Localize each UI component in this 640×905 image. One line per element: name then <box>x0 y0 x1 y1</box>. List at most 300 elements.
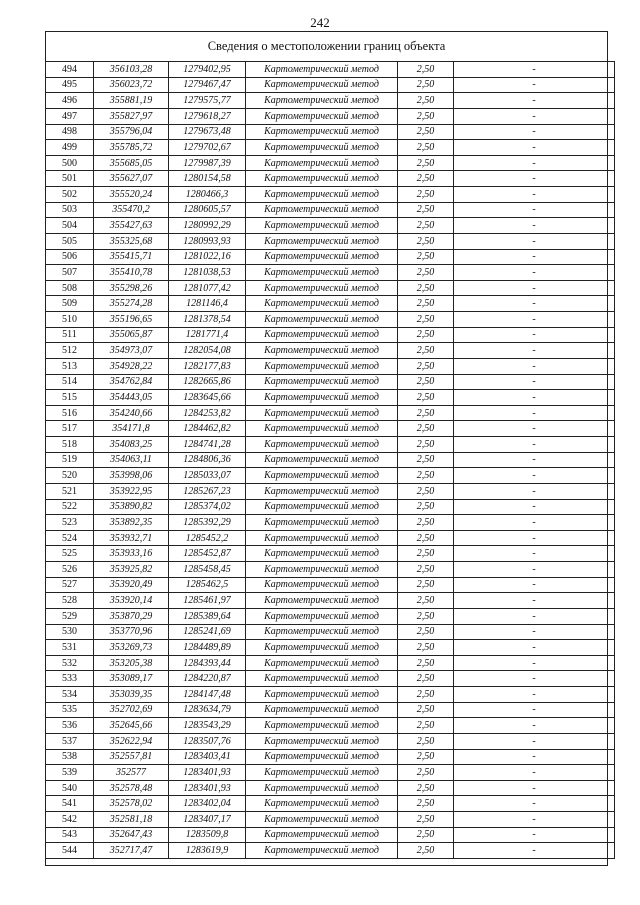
point-number-cell: 508 <box>46 280 94 296</box>
table-row <box>46 702 615 718</box>
note-cell: - <box>454 562 615 578</box>
accuracy-cell: 2,50 <box>398 187 454 203</box>
point-number-cell: 501 <box>46 171 94 187</box>
table-row <box>46 452 615 468</box>
note-cell: - <box>454 312 615 328</box>
method-cell: Картометрический метод <box>246 233 398 249</box>
note-cell: - <box>454 77 615 93</box>
x-coordinate-cell: 353920,49 <box>94 577 169 593</box>
accuracy-cell: 2,50 <box>398 343 454 359</box>
note-cell: - <box>454 374 615 390</box>
x-coordinate-cell: 353205,38 <box>94 655 169 671</box>
x-coordinate-cell: 352578,48 <box>94 780 169 796</box>
accuracy-cell: 2,50 <box>398 733 454 749</box>
table-row <box>46 296 615 312</box>
table-row <box>46 77 615 93</box>
coordinates-table-body <box>46 62 615 859</box>
table-caption: Сведения о местоположении границ объекта <box>207 39 446 53</box>
x-coordinate-cell: 352647,43 <box>94 827 169 843</box>
y-coordinate-cell: 1283619,9 <box>169 843 246 859</box>
y-coordinate-cell: 1283634,79 <box>169 702 246 718</box>
point-number-cell: 520 <box>46 468 94 484</box>
table-row <box>46 546 615 562</box>
note-cell: - <box>454 812 615 828</box>
accuracy-cell: 2,50 <box>398 265 454 281</box>
method-cell: Картометрический метод <box>246 718 398 734</box>
method-cell: Картометрический метод <box>246 171 398 187</box>
table-row <box>46 437 615 453</box>
accuracy-cell: 2,50 <box>398 202 454 218</box>
point-number-cell: 497 <box>46 108 94 124</box>
note-cell: - <box>454 249 615 265</box>
x-coordinate-cell: 355470,2 <box>94 202 169 218</box>
y-coordinate-cell: 1279673,48 <box>169 124 246 140</box>
table-row <box>46 483 615 499</box>
note-cell: - <box>454 62 615 78</box>
accuracy-cell: 2,50 <box>398 702 454 718</box>
x-coordinate-cell: 354171,8 <box>94 421 169 437</box>
y-coordinate-cell: 1284253,82 <box>169 405 246 421</box>
note-cell: - <box>454 671 615 687</box>
accuracy-cell: 2,50 <box>398 452 454 468</box>
x-coordinate-cell: 354443,05 <box>94 390 169 406</box>
table-row <box>46 796 615 812</box>
x-coordinate-cell: 355785,72 <box>94 140 169 156</box>
point-number-cell: 543 <box>46 827 94 843</box>
accuracy-cell: 2,50 <box>398 124 454 140</box>
table-row <box>46 280 615 296</box>
x-coordinate-cell: 355196,65 <box>94 312 169 328</box>
x-coordinate-cell: 353892,35 <box>94 515 169 531</box>
note-cell: - <box>454 124 615 140</box>
y-coordinate-cell: 1281038,53 <box>169 265 246 281</box>
method-cell: Картометрический метод <box>246 77 398 93</box>
x-coordinate-cell: 352578,02 <box>94 796 169 812</box>
point-number-cell: 514 <box>46 374 94 390</box>
table-row <box>46 155 615 171</box>
table-row <box>46 374 615 390</box>
note-cell: - <box>454 640 615 656</box>
method-cell: Картометрический метод <box>246 374 398 390</box>
note-cell: - <box>454 218 615 234</box>
method-cell: Картометрический метод <box>246 593 398 609</box>
accuracy-cell: 2,50 <box>398 155 454 171</box>
y-coordinate-cell: 1285392,29 <box>169 515 246 531</box>
x-coordinate-cell: 353039,35 <box>94 687 169 703</box>
point-number-cell: 521 <box>46 483 94 499</box>
method-cell: Картометрический метод <box>246 655 398 671</box>
y-coordinate-cell: 1284741,28 <box>169 437 246 453</box>
x-coordinate-cell: 352581,18 <box>94 812 169 828</box>
point-number-cell: 495 <box>46 77 94 93</box>
coordinates-table <box>45 61 615 859</box>
point-number-cell: 529 <box>46 608 94 624</box>
point-number-cell: 517 <box>46 421 94 437</box>
point-number-cell: 513 <box>46 358 94 374</box>
note-cell: - <box>454 187 615 203</box>
point-number-cell: 539 <box>46 765 94 781</box>
note-cell: - <box>454 718 615 734</box>
note-cell: - <box>454 405 615 421</box>
method-cell: Картометрический метод <box>246 155 398 171</box>
x-coordinate-cell: 353922,95 <box>94 483 169 499</box>
method-cell: Картометрический метод <box>246 483 398 499</box>
method-cell: Картометрический метод <box>246 624 398 640</box>
accuracy-cell: 2,50 <box>398 437 454 453</box>
point-number-cell: 530 <box>46 624 94 640</box>
x-coordinate-cell: 355627,07 <box>94 171 169 187</box>
point-number-cell: 504 <box>46 218 94 234</box>
y-coordinate-cell: 1285452,2 <box>169 530 246 546</box>
point-number-cell: 515 <box>46 390 94 406</box>
y-coordinate-cell: 1285461,97 <box>169 593 246 609</box>
method-cell: Картометрический метод <box>246 296 398 312</box>
method-cell: Картометрический метод <box>246 187 398 203</box>
point-number-cell: 540 <box>46 780 94 796</box>
method-cell: Картометрический метод <box>246 249 398 265</box>
point-number-cell: 533 <box>46 671 94 687</box>
y-coordinate-cell: 1285241,69 <box>169 624 246 640</box>
x-coordinate-cell: 355427,63 <box>94 218 169 234</box>
note-cell: - <box>454 468 615 484</box>
table-row <box>46 187 615 203</box>
accuracy-cell: 2,50 <box>398 77 454 93</box>
point-number-cell: 537 <box>46 733 94 749</box>
accuracy-cell: 2,50 <box>398 62 454 78</box>
y-coordinate-cell: 1280993,93 <box>169 233 246 249</box>
table-row <box>46 390 615 406</box>
y-coordinate-cell: 1283402,04 <box>169 796 246 812</box>
y-coordinate-cell: 1281022,16 <box>169 249 246 265</box>
method-cell: Картометрический метод <box>246 812 398 828</box>
page-number: 242 <box>310 15 330 30</box>
accuracy-cell: 2,50 <box>398 577 454 593</box>
accuracy-cell: 2,50 <box>398 233 454 249</box>
method-cell: Картометрический метод <box>246 108 398 124</box>
point-number-cell: 499 <box>46 140 94 156</box>
method-cell: Картометрический метод <box>246 702 398 718</box>
y-coordinate-cell: 1282665,86 <box>169 374 246 390</box>
table-row <box>46 421 615 437</box>
accuracy-cell: 2,50 <box>398 405 454 421</box>
y-coordinate-cell: 1284147,48 <box>169 687 246 703</box>
note-cell: - <box>454 202 615 218</box>
point-number-cell: 542 <box>46 812 94 828</box>
note-cell: - <box>454 702 615 718</box>
table-row <box>46 765 615 781</box>
x-coordinate-cell: 353998,06 <box>94 468 169 484</box>
note-cell: - <box>454 780 615 796</box>
accuracy-cell: 2,50 <box>398 546 454 562</box>
y-coordinate-cell: 1281378,54 <box>169 312 246 328</box>
table-row <box>46 733 615 749</box>
table-row <box>46 233 615 249</box>
accuracy-cell: 2,50 <box>398 593 454 609</box>
accuracy-cell: 2,50 <box>398 140 454 156</box>
accuracy-cell: 2,50 <box>398 421 454 437</box>
accuracy-cell: 2,50 <box>398 171 454 187</box>
accuracy-cell: 2,50 <box>398 812 454 828</box>
accuracy-cell: 2,50 <box>398 640 454 656</box>
x-coordinate-cell: 352645,66 <box>94 718 169 734</box>
point-number-cell: 535 <box>46 702 94 718</box>
point-number-cell: 507 <box>46 265 94 281</box>
table-row <box>46 608 615 624</box>
method-cell: Картометрический метод <box>246 343 398 359</box>
method-cell: Картометрический метод <box>246 312 398 328</box>
y-coordinate-cell: 1283407,17 <box>169 812 246 828</box>
x-coordinate-cell: 352557,81 <box>94 749 169 765</box>
method-cell: Картометрический метод <box>246 765 398 781</box>
point-number-cell: 525 <box>46 546 94 562</box>
point-number-cell: 532 <box>46 655 94 671</box>
y-coordinate-cell: 1279987,39 <box>169 155 246 171</box>
x-coordinate-cell: 355410,78 <box>94 265 169 281</box>
note-cell: - <box>454 827 615 843</box>
accuracy-cell: 2,50 <box>398 108 454 124</box>
y-coordinate-cell: 1284393,44 <box>169 655 246 671</box>
note-cell: - <box>454 577 615 593</box>
note-cell: - <box>454 765 615 781</box>
note-cell: - <box>454 843 615 859</box>
note-cell: - <box>454 343 615 359</box>
table-row <box>46 530 615 546</box>
accuracy-cell: 2,50 <box>398 218 454 234</box>
method-cell: Картометрический метод <box>246 280 398 296</box>
table-row <box>46 671 615 687</box>
accuracy-cell: 2,50 <box>398 515 454 531</box>
x-coordinate-cell: 353770,96 <box>94 624 169 640</box>
accuracy-cell: 2,50 <box>398 780 454 796</box>
accuracy-cell: 2,50 <box>398 624 454 640</box>
accuracy-cell: 2,50 <box>398 390 454 406</box>
table-row <box>46 827 615 843</box>
point-number-cell: 516 <box>46 405 94 421</box>
x-coordinate-cell: 353890,82 <box>94 499 169 515</box>
accuracy-cell: 2,50 <box>398 249 454 265</box>
method-cell: Картометрический метод <box>246 577 398 593</box>
y-coordinate-cell: 1283403,41 <box>169 749 246 765</box>
method-cell: Картометрический метод <box>246 796 398 812</box>
note-cell: - <box>454 687 615 703</box>
table-row <box>46 171 615 187</box>
method-cell: Картометрический метод <box>246 608 398 624</box>
note-cell: - <box>454 593 615 609</box>
point-number-cell: 522 <box>46 499 94 515</box>
point-number-cell: 518 <box>46 437 94 453</box>
method-cell: Картометрический метод <box>246 327 398 343</box>
y-coordinate-cell: 1285374,02 <box>169 499 246 515</box>
accuracy-cell: 2,50 <box>398 374 454 390</box>
note-cell: - <box>454 265 615 281</box>
point-number-cell: 531 <box>46 640 94 656</box>
point-number-cell: 524 <box>46 530 94 546</box>
point-number-cell: 502 <box>46 187 94 203</box>
point-number-cell: 528 <box>46 593 94 609</box>
accuracy-cell: 2,50 <box>398 499 454 515</box>
table-row <box>46 358 615 374</box>
table-row <box>46 687 615 703</box>
y-coordinate-cell: 1279618,27 <box>169 108 246 124</box>
x-coordinate-cell: 353920,14 <box>94 593 169 609</box>
table-row <box>46 405 615 421</box>
table-row <box>46 62 615 78</box>
y-coordinate-cell: 1284220,87 <box>169 671 246 687</box>
table-row <box>46 562 615 578</box>
point-number-cell: 536 <box>46 718 94 734</box>
point-number-cell: 512 <box>46 343 94 359</box>
accuracy-cell: 2,50 <box>398 93 454 109</box>
x-coordinate-cell: 353933,16 <box>94 546 169 562</box>
note-cell: - <box>454 796 615 812</box>
x-coordinate-cell: 354973,07 <box>94 343 169 359</box>
y-coordinate-cell: 1283509,8 <box>169 827 246 843</box>
x-coordinate-cell: 353089,17 <box>94 671 169 687</box>
accuracy-cell: 2,50 <box>398 280 454 296</box>
accuracy-cell: 2,50 <box>398 483 454 499</box>
point-number-cell: 509 <box>46 296 94 312</box>
y-coordinate-cell: 1285389,64 <box>169 608 246 624</box>
x-coordinate-cell: 352717,47 <box>94 843 169 859</box>
y-coordinate-cell: 1279702,67 <box>169 140 246 156</box>
table-row <box>46 265 615 281</box>
note-cell: - <box>454 327 615 343</box>
x-coordinate-cell: 354928,22 <box>94 358 169 374</box>
x-coordinate-cell: 354762,84 <box>94 374 169 390</box>
method-cell: Картометрический метод <box>246 405 398 421</box>
table-row <box>46 218 615 234</box>
y-coordinate-cell: 1281146,4 <box>169 296 246 312</box>
table-row <box>46 140 615 156</box>
note-cell: - <box>454 280 615 296</box>
note-cell: - <box>454 546 615 562</box>
point-number-cell: 534 <box>46 687 94 703</box>
x-coordinate-cell: 353932,71 <box>94 530 169 546</box>
y-coordinate-cell: 1283401,93 <box>169 765 246 781</box>
y-coordinate-cell: 1280466,3 <box>169 187 246 203</box>
table-row <box>46 718 615 734</box>
table-row <box>46 249 615 265</box>
y-coordinate-cell: 1283543,29 <box>169 718 246 734</box>
y-coordinate-cell: 1279402,95 <box>169 62 246 78</box>
method-cell: Картометрический метод <box>246 421 398 437</box>
x-coordinate-cell: 355065,87 <box>94 327 169 343</box>
y-coordinate-cell: 1282054,08 <box>169 343 246 359</box>
y-coordinate-cell: 1285033,07 <box>169 468 246 484</box>
table-row <box>46 780 615 796</box>
point-number-cell: 538 <box>46 749 94 765</box>
accuracy-cell: 2,50 <box>398 562 454 578</box>
table-row <box>46 202 615 218</box>
y-coordinate-cell: 1281077,42 <box>169 280 246 296</box>
note-cell: - <box>454 608 615 624</box>
note-cell: - <box>454 93 615 109</box>
x-coordinate-cell: 353925,82 <box>94 562 169 578</box>
point-number-cell: 503 <box>46 202 94 218</box>
x-coordinate-cell: 355325,68 <box>94 233 169 249</box>
x-coordinate-cell: 355827,97 <box>94 108 169 124</box>
point-number-cell: 527 <box>46 577 94 593</box>
x-coordinate-cell: 355520,24 <box>94 187 169 203</box>
note-cell: - <box>454 296 615 312</box>
y-coordinate-cell: 1279575,77 <box>169 93 246 109</box>
y-coordinate-cell: 1280154,58 <box>169 171 246 187</box>
table-row <box>46 749 615 765</box>
note-cell: - <box>454 624 615 640</box>
note-cell: - <box>454 390 615 406</box>
x-coordinate-cell: 353870,29 <box>94 608 169 624</box>
note-cell: - <box>454 530 615 546</box>
method-cell: Картометрический метод <box>246 562 398 578</box>
method-cell: Картометрический метод <box>246 202 398 218</box>
note-cell: - <box>454 155 615 171</box>
x-coordinate-cell: 355415,71 <box>94 249 169 265</box>
point-number-cell: 505 <box>46 233 94 249</box>
y-coordinate-cell: 1284489,89 <box>169 640 246 656</box>
method-cell: Картометрический метод <box>246 468 398 484</box>
point-number-cell: 541 <box>46 796 94 812</box>
point-number-cell: 510 <box>46 312 94 328</box>
x-coordinate-cell: 354083,25 <box>94 437 169 453</box>
table-row <box>46 327 615 343</box>
point-number-cell: 498 <box>46 124 94 140</box>
method-cell: Картометрический метод <box>246 687 398 703</box>
point-number-cell: 494 <box>46 62 94 78</box>
point-number-cell: 511 <box>46 327 94 343</box>
method-cell: Картометрический метод <box>246 843 398 859</box>
table-row <box>46 499 615 515</box>
x-coordinate-cell: 355881,19 <box>94 93 169 109</box>
note-cell: - <box>454 655 615 671</box>
method-cell: Картометрический метод <box>246 671 398 687</box>
accuracy-cell: 2,50 <box>398 843 454 859</box>
y-coordinate-cell: 1285462,5 <box>169 577 246 593</box>
method-cell: Картометрический метод <box>246 530 398 546</box>
point-number-cell: 523 <box>46 515 94 531</box>
note-cell: - <box>454 108 615 124</box>
x-coordinate-cell: 356023,72 <box>94 77 169 93</box>
table-row <box>46 624 615 640</box>
point-number-cell: 496 <box>46 93 94 109</box>
accuracy-cell: 2,50 <box>398 358 454 374</box>
accuracy-cell: 2,50 <box>398 671 454 687</box>
accuracy-cell: 2,50 <box>398 608 454 624</box>
point-number-cell: 500 <box>46 155 94 171</box>
point-number-cell: 506 <box>46 249 94 265</box>
x-coordinate-cell: 354240,66 <box>94 405 169 421</box>
note-cell: - <box>454 233 615 249</box>
y-coordinate-cell: 1280992,29 <box>169 218 246 234</box>
table-row <box>46 640 615 656</box>
accuracy-cell: 2,50 <box>398 327 454 343</box>
accuracy-cell: 2,50 <box>398 296 454 312</box>
method-cell: Картометрический метод <box>246 733 398 749</box>
method-cell: Картометрический метод <box>246 140 398 156</box>
y-coordinate-cell: 1283507,76 <box>169 733 246 749</box>
note-cell: - <box>454 483 615 499</box>
note-cell: - <box>454 437 615 453</box>
y-coordinate-cell: 1283401,93 <box>169 780 246 796</box>
x-coordinate-cell: 356103,28 <box>94 62 169 78</box>
table-row <box>46 843 615 859</box>
x-coordinate-cell: 353269,73 <box>94 640 169 656</box>
table-row <box>46 812 615 828</box>
accuracy-cell: 2,50 <box>398 530 454 546</box>
note-cell: - <box>454 171 615 187</box>
x-coordinate-cell: 352577 <box>94 765 169 781</box>
y-coordinate-cell: 1285452,87 <box>169 546 246 562</box>
note-cell: - <box>454 452 615 468</box>
